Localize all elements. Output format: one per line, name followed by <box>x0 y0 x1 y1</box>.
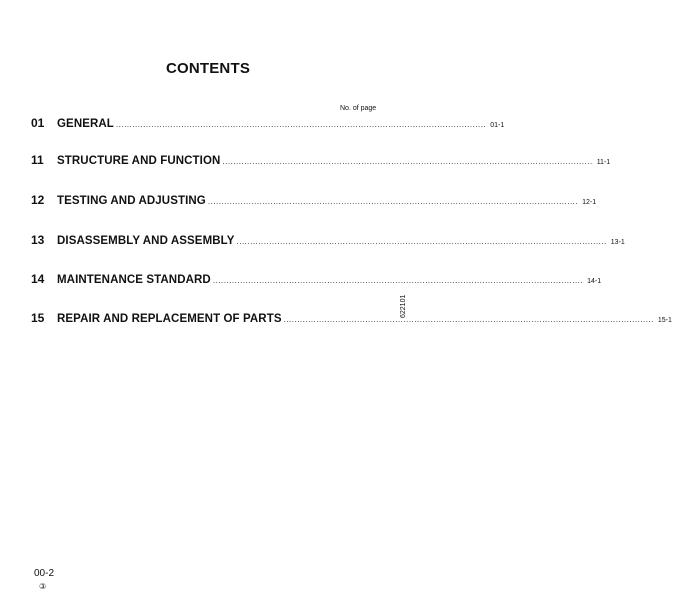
toc-entry-general[interactable] <box>31 116 505 132</box>
toc-leader-dots: ........................................................................................................................................ <box>212 276 584 285</box>
toc-entry-number: 13 <box>31 233 45 247</box>
toc-entry-title: STRUCTURE AND FUNCTION <box>57 155 221 167</box>
toc-entry-page: 13-1 <box>610 239 625 246</box>
toc-entry-title: DISASSEMBLY AND ASSEMBLY <box>57 235 235 247</box>
toc-entry-title: GENERAL <box>57 118 114 130</box>
toc-entry-page: 15-1 <box>657 317 672 324</box>
toc-leader-dots: ........................................................................................................................................ <box>207 197 579 206</box>
toc-entry-page: 12-1 <box>582 199 597 206</box>
toc-entry-structure-and-function[interactable] <box>31 153 611 169</box>
page-title: CONTENTS <box>165 60 251 77</box>
toc-entry-title: TESTING AND ADJUSTING <box>57 195 206 207</box>
toc-leader-dots: ........................................................................................................................................ <box>283 315 654 324</box>
toc-entry-title: REPAIR AND REPLACEMENT OF PARTS <box>57 313 282 325</box>
document-code: 622101 <box>400 294 407 318</box>
toc-entry-number: 11 <box>31 153 44 167</box>
toc-leader-dots: ........................................................................................................................................ <box>236 237 607 246</box>
toc-entry-maintenance-standard[interactable] <box>31 272 602 288</box>
toc-leader-dots: ........................................................................................................................................ <box>115 120 487 129</box>
toc-entry-page: 14-1 <box>587 278 602 285</box>
toc-leader-dots: ........................................................................................................................................ <box>222 157 593 166</box>
toc-entry-disassembly-and-assembly[interactable] <box>31 233 625 249</box>
toc-entry-number: 14 <box>31 272 45 286</box>
toc-entry-title: MAINTENANCE STANDARD <box>57 274 211 286</box>
footer-page-number: 00-2 <box>34 568 55 579</box>
toc-entry-number: 12 <box>31 193 45 207</box>
footer-revision-mark: ③ <box>39 582 47 591</box>
toc-entry-number: 01 <box>31 116 45 130</box>
toc-entry-number: 15 <box>31 311 45 325</box>
toc-entry-page: 11-1 <box>596 159 611 166</box>
toc-entry-page: 01-1 <box>490 122 505 129</box>
page-column-header: No. of page <box>340 105 377 112</box>
toc-entry-testing-and-adjusting[interactable] <box>31 193 597 209</box>
toc-entry-repair-and-replacement-of-parts[interactable] <box>31 311 672 327</box>
